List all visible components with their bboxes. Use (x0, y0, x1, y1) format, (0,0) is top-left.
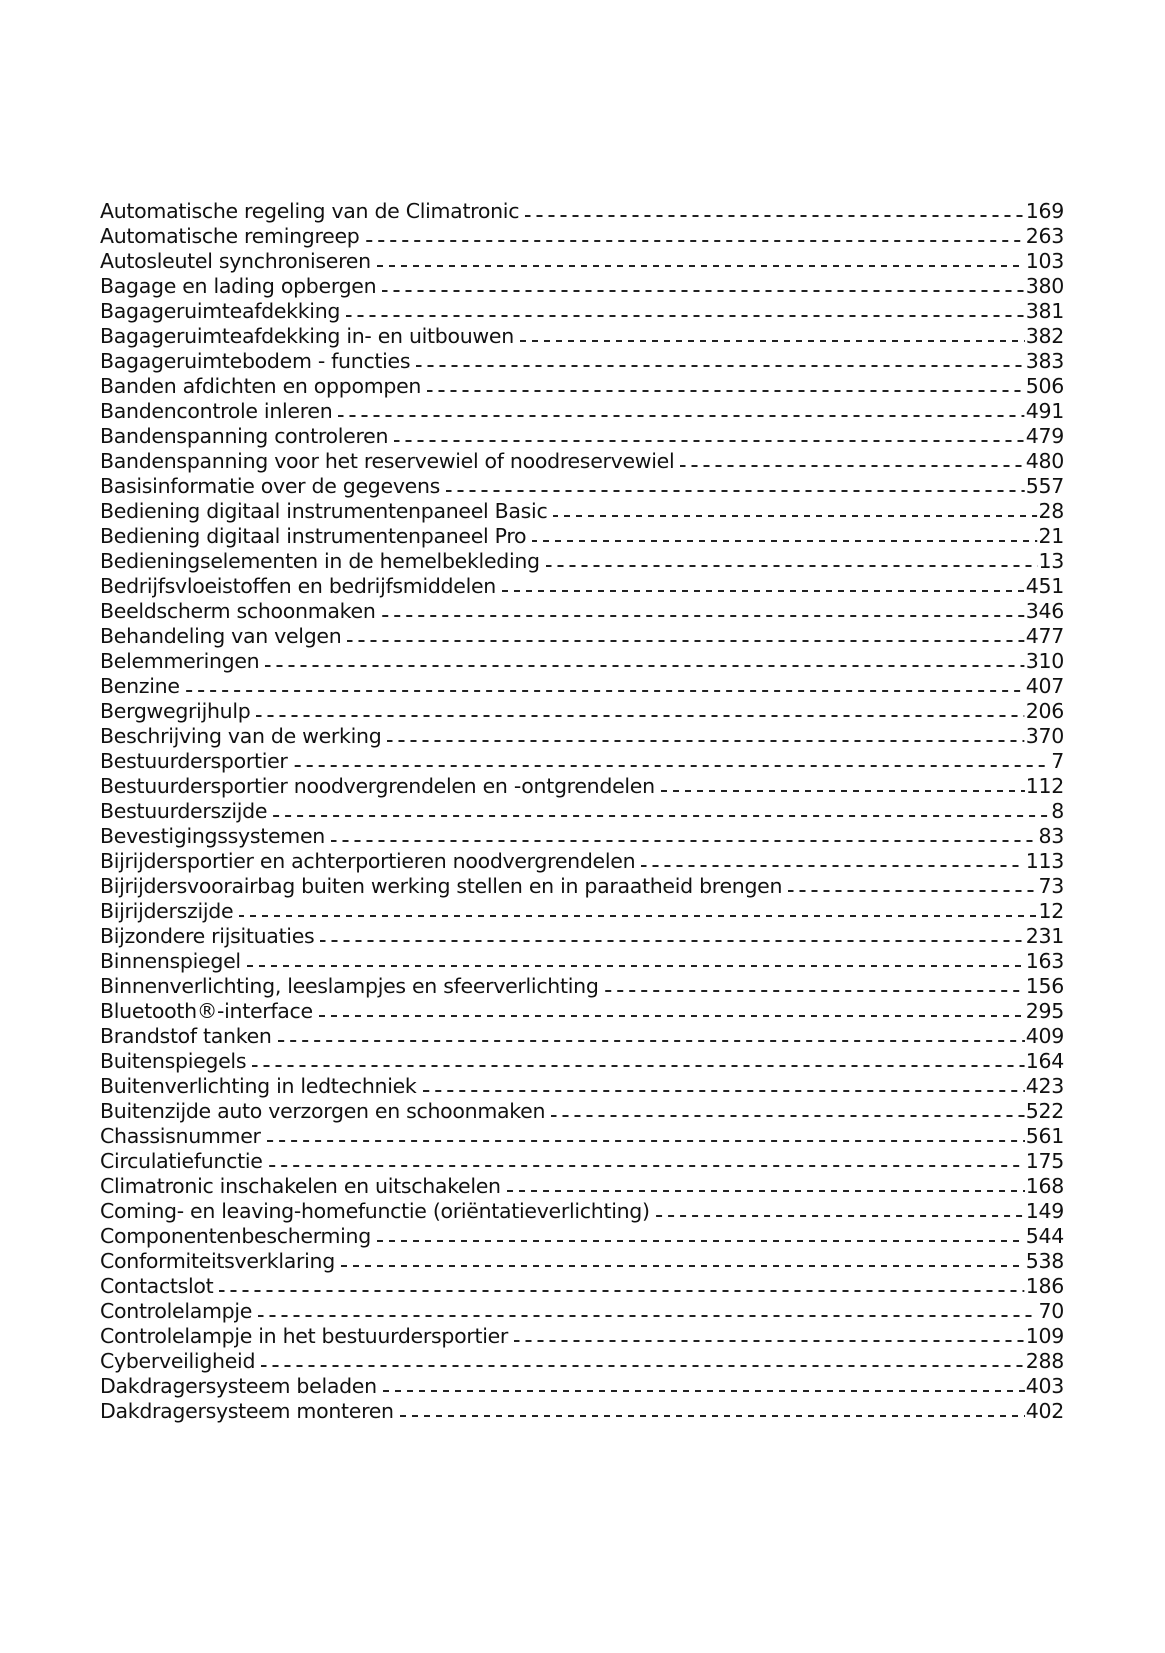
index-term: Basisinformatie over de gegevens (100, 474, 441, 498)
index-page-number: 491 (1025, 399, 1064, 423)
dot-leader (400, 1415, 1025, 1417)
dot-leader (514, 1340, 1025, 1342)
index-term: Automatische regeling van de Climatronic (100, 199, 520, 223)
dot-leader (502, 590, 1025, 592)
index-term: Benzine (100, 674, 180, 698)
index-entry (100, 449, 1064, 474)
index-term: Beeldscherm schoonmaken (100, 599, 376, 623)
index-entry (100, 1274, 1064, 1299)
index-term: Banden afdichten en oppompen (100, 374, 422, 398)
index-term: Belemmeringen (100, 649, 260, 673)
index-page-number: 13 (1038, 549, 1064, 573)
index-term: Automatische remingreep (100, 224, 360, 248)
dot-leader (656, 1215, 1025, 1217)
index-page-number: 561 (1025, 1124, 1064, 1148)
index-page-number: 403 (1025, 1374, 1064, 1398)
index-page-number: 109 (1025, 1324, 1064, 1348)
index-entry (100, 199, 1064, 224)
index-term: Bedrijfsvloeistoffen en bedrijfsmiddelen (100, 574, 496, 598)
index-term: Cyberveiligheid (100, 1349, 256, 1373)
index-entry (100, 549, 1064, 574)
index-entry (100, 574, 1064, 599)
index-term: Bediening digitaal instrumentenpaneel Basic (100, 499, 548, 523)
index-entry (100, 274, 1064, 299)
dot-leader (661, 790, 1025, 792)
index-term: Brandstof tanken (100, 1024, 272, 1048)
dot-leader (532, 540, 1037, 542)
index-page-number: 382 (1025, 324, 1064, 348)
index-term: Dakdragersysteem beladen (100, 1374, 377, 1398)
index-term: Dakdragersysteem monteren (100, 1399, 394, 1423)
index-entry (100, 774, 1064, 799)
dot-leader (520, 340, 1025, 342)
index-entry (100, 1149, 1064, 1174)
dot-leader (416, 365, 1025, 367)
dot-leader (553, 515, 1037, 517)
dot-leader (265, 665, 1024, 667)
index-term: Circulatiefunctie (100, 1149, 263, 1173)
index-page-number: 113 (1025, 849, 1064, 873)
index-term: Bandencontrole inleren (100, 399, 333, 423)
index-entry (100, 1249, 1064, 1274)
index-entry (100, 1024, 1064, 1049)
index-entry (100, 974, 1064, 999)
index-term: Bagage en lading opbergen (100, 274, 377, 298)
index-term: Controlelampje (100, 1299, 253, 1323)
index-page-number: 288 (1025, 1349, 1064, 1373)
index-term: Buitenverlichting in ledtechniek (100, 1074, 417, 1098)
index-entry (100, 524, 1064, 549)
index-entry (100, 799, 1064, 824)
index-entry (100, 724, 1064, 749)
index-term: Conformiteitsverklaring (100, 1249, 335, 1273)
index-page-number: 480 (1025, 449, 1064, 473)
dot-leader (382, 290, 1024, 292)
dot-leader (347, 640, 1024, 642)
index-entry (100, 474, 1064, 499)
index-term: Bijzondere rijsituaties (100, 924, 315, 948)
index-entry (100, 999, 1064, 1024)
index-page-number: 12 (1038, 899, 1064, 923)
index-page-number: 451 (1025, 574, 1064, 598)
index-term: Bediening digitaal instrumentenpaneel Pro (100, 524, 527, 548)
index-page-number: 370 (1025, 724, 1064, 748)
dot-leader (269, 1165, 1025, 1167)
index-entry (100, 1374, 1064, 1399)
index-page-number: 407 (1025, 674, 1064, 698)
index-entry (100, 1099, 1064, 1124)
index-term: Contactslot (100, 1274, 214, 1298)
index-term: Bestuurdersportier (100, 749, 288, 773)
index-entry (100, 1074, 1064, 1099)
index-entry (100, 374, 1064, 399)
index-entry (100, 1199, 1064, 1224)
index-term: Controlelampje in het bestuurdersportier (100, 1324, 509, 1348)
dot-leader (507, 1190, 1025, 1192)
index-page-number: 538 (1025, 1249, 1064, 1273)
index-page-number: 423 (1025, 1074, 1064, 1098)
dot-leader (551, 1115, 1025, 1117)
index-page-number: 168 (1025, 1174, 1064, 1198)
index-page-number: 402 (1025, 1399, 1064, 1423)
index-page-number: 383 (1025, 349, 1064, 373)
index-term: Buitenzijde auto verzorgen en schoonmaken (100, 1099, 546, 1123)
index-page-number: 544 (1025, 1224, 1064, 1248)
index-entry (100, 1124, 1064, 1149)
index-page-number: 175 (1025, 1149, 1064, 1173)
index-page-number: 163 (1025, 949, 1064, 973)
index-entry (100, 824, 1064, 849)
dot-leader (525, 215, 1025, 217)
index-page-number: 231 (1025, 924, 1064, 948)
index-term: Binnenspiegel (100, 949, 241, 973)
index-entry (100, 899, 1064, 924)
index-term: Coming- en leaving-homefunctie (oriëntatieverlichting) (100, 1199, 650, 1223)
index-term: Bergwegrijhulp (100, 699, 251, 723)
index-entry (100, 424, 1064, 449)
dot-leader (247, 965, 1025, 967)
index-entry (100, 1049, 1064, 1074)
index-term: Binnenverlichting, leeslampjes en sfeerverlichting (100, 974, 599, 998)
index-page-number: 8 (1051, 799, 1064, 823)
index-page-number: 522 (1025, 1099, 1064, 1123)
index-term: Bedieningselementen in de hemelbekleding (100, 549, 540, 573)
index-page-number: 477 (1025, 624, 1064, 648)
dot-leader (258, 1315, 1037, 1317)
dot-leader (546, 565, 1038, 567)
index-page-number: 295 (1025, 999, 1064, 1023)
index-term: Bandenspanning controleren (100, 424, 389, 448)
index-entry (100, 224, 1064, 249)
dot-leader (423, 1090, 1025, 1092)
index-term: Climatronic inschakelen en uitschakelen (100, 1174, 501, 1198)
dot-leader (366, 240, 1025, 242)
dot-leader (338, 415, 1024, 417)
dot-leader (605, 990, 1025, 992)
index-entry (100, 1299, 1064, 1324)
index-term: Bagageruimteafdekking (100, 299, 341, 323)
dot-leader (427, 390, 1025, 392)
index-entry (100, 949, 1064, 974)
index-term: Bagageruimteafdekking in- en uitbouwen (100, 324, 514, 348)
index-term: Bijrijdersvoorairbag buiten werking stellen en in paraatheid brengen (100, 874, 783, 898)
dot-leader (186, 690, 1025, 692)
index-page-number: 7 (1051, 749, 1064, 773)
index-page-number: 346 (1025, 599, 1064, 623)
index-term: Chassisnummer (100, 1124, 261, 1148)
index-entry (100, 674, 1064, 699)
dot-leader (377, 1240, 1025, 1242)
index-entry (100, 1174, 1064, 1199)
index-page-number: 112 (1025, 774, 1064, 798)
index-page-number: 506 (1025, 374, 1064, 398)
index-entry (100, 1324, 1064, 1349)
dot-leader (446, 490, 1025, 492)
index-page-number: 83 (1038, 824, 1064, 848)
index-page-number: 310 (1025, 649, 1064, 673)
index-page-number: 70 (1038, 1299, 1064, 1323)
index-entry (100, 699, 1064, 724)
index-term: Bevestigingssystemen (100, 824, 325, 848)
dot-leader (261, 1365, 1025, 1367)
dot-leader (788, 890, 1037, 892)
index-entry (100, 299, 1064, 324)
index-entry (100, 1349, 1064, 1374)
index-term: Bandenspanning voor het reservewiel of noodreservewiel (100, 449, 675, 473)
index-term: Beschrijving van de werking (100, 724, 382, 748)
dot-leader (341, 1265, 1025, 1267)
index-term: Buitenspiegels (100, 1049, 247, 1073)
index-term: Bestuurdersportier noodvergrendelen en -ontgrendelen (100, 774, 655, 798)
dot-leader (320, 940, 1024, 942)
dot-leader (382, 615, 1025, 617)
index-entry (100, 1399, 1064, 1424)
index-term: Behandeling van velgen (100, 624, 342, 648)
index-entry (100, 749, 1064, 774)
index-page-number: 73 (1038, 874, 1064, 898)
index-term: Componentenbescherming (100, 1224, 371, 1248)
index-term: Bijrijdersportier en achterportieren noodvergrendelen (100, 849, 636, 873)
index-entry (100, 849, 1064, 874)
index-entry (100, 324, 1064, 349)
index-page-number: 409 (1025, 1024, 1064, 1048)
dot-leader (278, 1040, 1025, 1042)
index-page-number: 263 (1025, 224, 1064, 248)
index-entry (100, 1224, 1064, 1249)
dot-leader (219, 1290, 1024, 1292)
dot-leader (331, 840, 1038, 842)
index-term: Bijrijderszijde (100, 899, 234, 923)
dot-leader (239, 915, 1037, 917)
index-entry (100, 924, 1064, 949)
dot-leader (252, 1065, 1025, 1067)
index-page-number: 28 (1038, 499, 1064, 523)
dot-leader (273, 815, 1050, 817)
index-page-number: 103 (1025, 249, 1064, 273)
index-entry (100, 599, 1064, 624)
dot-leader (256, 715, 1024, 717)
dot-leader (680, 465, 1024, 467)
index-entry (100, 624, 1064, 649)
dot-leader (319, 1015, 1025, 1017)
index-term: Bluetooth®-interface (100, 999, 313, 1023)
dot-leader (394, 440, 1025, 442)
index-term: Autosleutel synchroniseren (100, 249, 371, 273)
index-entry (100, 499, 1064, 524)
dot-leader (387, 740, 1024, 742)
index-entry (100, 649, 1064, 674)
index-page-number: 381 (1025, 299, 1064, 323)
dot-leader (294, 765, 1051, 767)
dot-leader (641, 865, 1025, 867)
index-page-number: 169 (1025, 199, 1064, 223)
index-page-number: 380 (1025, 274, 1064, 298)
index-entry (100, 349, 1064, 374)
index-entry (100, 249, 1064, 274)
index-term: Bagageruimtebodem - functies (100, 349, 411, 373)
index-page-number: 479 (1025, 424, 1064, 448)
index-page-number: 21 (1038, 524, 1064, 548)
dot-leader (383, 1390, 1025, 1392)
index-page-number: 206 (1025, 699, 1064, 723)
index-term: Bestuurderszijde (100, 799, 268, 823)
index-page-number: 164 (1025, 1049, 1064, 1073)
index-page-number: 186 (1025, 1274, 1064, 1298)
dot-leader (267, 1140, 1025, 1142)
index-list (100, 199, 1064, 1424)
index-entry (100, 399, 1064, 424)
dot-leader (346, 315, 1025, 317)
index-page-number: 156 (1025, 974, 1064, 998)
dot-leader (377, 265, 1025, 267)
index-page-number: 149 (1025, 1199, 1064, 1223)
index-entry (100, 874, 1064, 899)
index-page-number: 557 (1025, 474, 1064, 498)
